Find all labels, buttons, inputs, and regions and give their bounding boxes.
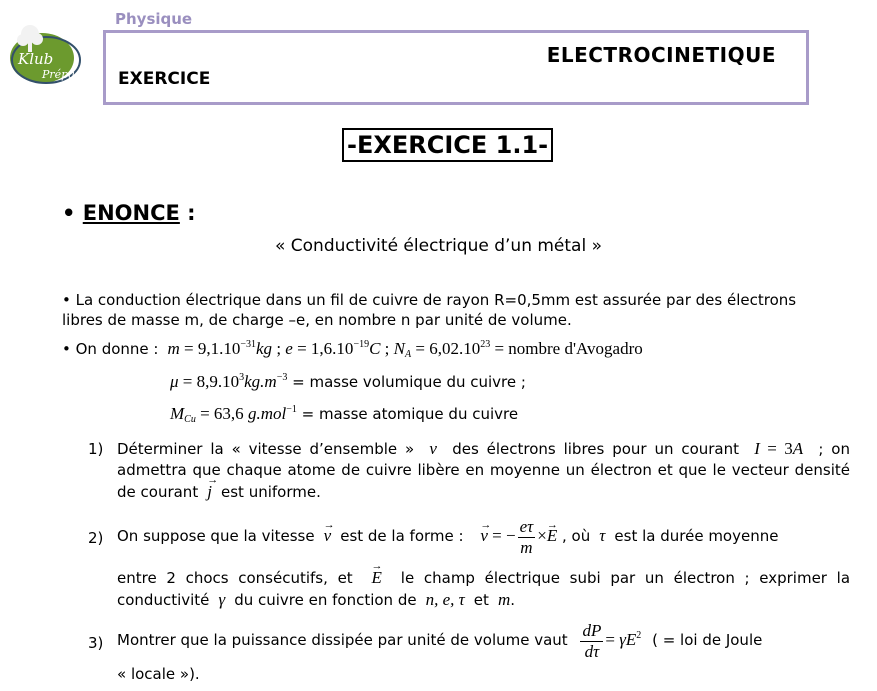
formula-molar-mass: $M_{Cu} = 63,6$ g.mol$^{-1}$ xyxy=(170,404,297,425)
exercise-subtitle: « Conductivité électrique d’un métal » xyxy=(274,236,603,256)
question-3-number: 3) xyxy=(88,634,104,652)
svg-text:Prépa: Prépa xyxy=(42,68,75,81)
avogadro-label: nombre d'Avogadro xyxy=(508,339,643,358)
section-label: EXERCICE xyxy=(118,69,211,89)
question-2-line-2: entre 2 chocs consécutifs, et → E le champ électrique subi par un électron ; exprimer la conductivité γ du cuivre en fonction de n, e, τ et m. xyxy=(117,567,850,611)
enonce-label: ENONCE xyxy=(82,201,180,225)
data-line-molar-mass xyxy=(170,403,518,425)
question-2-line-1: On suppose que la vitesse → v est de la forme : → v = − $\frac{e\tau}{m}$ ×→ E , où τ est la durée moyenne xyxy=(117,514,850,558)
exercise-title: -EXERCICE 1.1- xyxy=(342,128,553,162)
molar-label: = masse atomique du cuivre xyxy=(301,405,519,423)
question-2-number: 2) xyxy=(88,529,104,547)
subject-label: Physique xyxy=(115,10,193,28)
klub-prepa-logo xyxy=(6,20,82,88)
enonce-colon: : xyxy=(187,201,196,225)
question-3-line-2: « locale »). xyxy=(117,665,200,683)
header-box xyxy=(103,30,809,105)
question-1-number: 1) xyxy=(88,440,104,458)
bullet: • xyxy=(62,201,76,225)
data-line-constants xyxy=(62,338,643,360)
svg-text:Klub: Klub xyxy=(18,50,54,68)
formula-constants: $m = 9,1.10^{-31}kg$ ; $e = 1,6.10^{-19}C$ ; $N_A = 6,02.10^{23}$ = xyxy=(163,339,509,360)
intro-paragraph xyxy=(62,290,852,330)
formula-density: $\mu = 8,9.10^3kg.m^{-3}$ xyxy=(170,372,288,391)
question-3-line-1: Montrer que la puissance dissipée par unité de volume vaut $\frac{dP}{d\tau}$ = $\gamma E^2$ ( = loi de Joule xyxy=(117,620,763,661)
question-1-text: Déterminer la « vitesse d’ensemble » v des électrons libres pour un courant I = 3A ; on admettra que chaque atome de cuivre libère en moyenne un électron et que le vecteur densité de courant → j est uniforme. xyxy=(117,438,850,503)
data-prefix: • On donne : xyxy=(62,340,159,358)
enonce-heading xyxy=(62,201,196,225)
density-label: = masse volumique du cuivre ; xyxy=(292,373,526,391)
intro-line-1: • La conduction électrique dans un fil de cuivre de rayon R=0,5mm est assurée par des électrons xyxy=(62,291,797,309)
intro-line-2: libres de masse m, de charge –e, en nombre n par unité de volume. xyxy=(62,311,572,329)
data-line-density xyxy=(170,371,526,393)
chapter-title: ELECTROCINETIQUE xyxy=(546,43,776,67)
